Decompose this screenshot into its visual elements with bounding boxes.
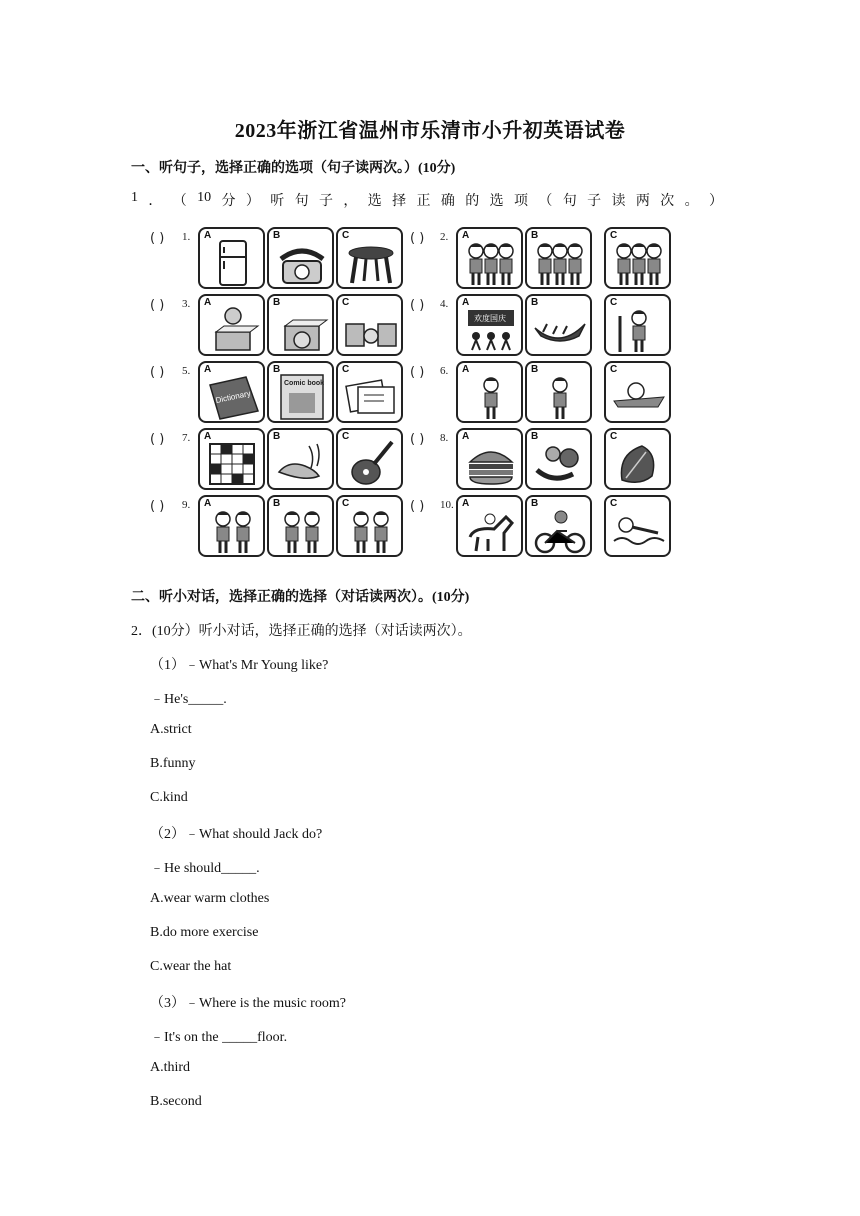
option-letter: C	[610, 431, 618, 442]
option-letter: B	[273, 297, 281, 308]
option-letter: A	[462, 431, 470, 442]
option-letter: C	[342, 431, 350, 442]
picture-option[interactable]	[525, 428, 592, 490]
picture-option[interactable]	[456, 495, 523, 557]
q2-line: （3）﹣Where is the music room?	[150, 996, 346, 1011]
question2-stem: 2．(10分）听小对话，选择正确的选择（对话读两次）。	[131, 624, 472, 639]
stem-char: 项	[514, 194, 528, 209]
svg-text:Comic book: Comic book	[284, 380, 325, 387]
picture-option[interactable]	[267, 294, 334, 356]
q2-option: B.funny	[150, 756, 196, 771]
section2-heading: 二、听小对话，选择正确的选择（对话读两次）。(10分)	[131, 590, 470, 605]
picture-option[interactable]	[604, 361, 671, 423]
stem-char: 正	[416, 194, 431, 209]
q2-option: A.third	[150, 1060, 191, 1075]
stem-char: （	[538, 194, 553, 209]
stem-char: 两	[635, 194, 650, 209]
stem-char: 择	[392, 194, 407, 209]
picture-option[interactable]	[456, 361, 523, 423]
option-letter: A	[204, 498, 212, 509]
q2-option: B.second	[150, 1094, 202, 1109]
answer-blank[interactable]: ( )	[150, 298, 165, 313]
picture-option[interactable]	[604, 227, 671, 289]
picture-grid	[150, 224, 675, 566]
stem-char: （	[172, 194, 187, 209]
answer-blank[interactable]: ( )	[410, 499, 425, 514]
picture-option[interactable]	[198, 428, 265, 490]
option-letter: A	[204, 297, 212, 308]
option-letter: B	[273, 498, 281, 509]
option-letter: A	[462, 297, 470, 308]
q2-option: C.kind	[150, 790, 188, 805]
stem-char: 句	[294, 194, 309, 209]
picture-option[interactable]	[525, 361, 592, 423]
stem-char: ）	[709, 194, 723, 209]
picture-option[interactable]	[336, 361, 403, 423]
stem-char: 。	[684, 194, 699, 209]
stem-char: 1	[131, 190, 138, 205]
option-letter: C	[342, 364, 350, 375]
svg-text:欢度国庆: 欢度国庆	[474, 314, 506, 323]
picture-option[interactable]	[267, 428, 334, 490]
picture-option[interactable]	[604, 294, 671, 356]
stem-char: 10	[197, 190, 212, 205]
picture-option[interactable]	[525, 294, 592, 356]
stem-char: 听	[270, 194, 285, 209]
picture-option[interactable]	[604, 428, 671, 490]
answer-blank[interactable]: ( )	[150, 231, 165, 246]
picture-option[interactable]	[336, 495, 403, 557]
stem-char: 读	[611, 194, 626, 209]
picture-option[interactable]	[604, 495, 671, 557]
option-letter: C	[342, 498, 350, 509]
option-letter: C	[610, 297, 618, 308]
picture-option[interactable]	[336, 227, 403, 289]
answer-blank[interactable]: ( )	[410, 231, 425, 246]
answer-blank[interactable]: ( )	[150, 499, 165, 514]
stem-char: 子	[319, 194, 333, 209]
page-title: 2023年浙江省温州市乐清市小升初英语试卷	[234, 120, 626, 142]
item-number: 1.	[182, 231, 191, 243]
option-letter: B	[531, 230, 539, 241]
answer-blank[interactable]: ( )	[410, 365, 425, 380]
svg-text:Dictionary: Dictionary	[214, 388, 252, 406]
section1-heading: 一、听句子，选择正确的选项（句子读两次。）(10分)	[131, 161, 456, 176]
item-number: 8.	[440, 432, 449, 444]
picture-option[interactable]	[336, 428, 403, 490]
stem-char: 次	[660, 194, 675, 209]
stem-char: ）	[245, 194, 260, 209]
picture-option[interactable]	[336, 294, 403, 356]
stem-char: ．	[148, 194, 163, 209]
picture-option[interactable]	[525, 495, 592, 557]
picture-option[interactable]	[456, 428, 523, 490]
option-letter: C	[610, 364, 618, 375]
option-letter: B	[531, 431, 539, 442]
q2-option: B.do more exercise	[150, 925, 259, 940]
option-letter: A	[462, 498, 470, 509]
option-letter: B	[273, 364, 281, 375]
item-number: 9.	[182, 499, 191, 511]
option-letter: A	[204, 364, 212, 375]
item-number: 10.	[440, 499, 454, 511]
q2-line: ﹣It's on the _____floor.	[150, 1030, 288, 1045]
q2-line: （2）﹣What should Jack do?	[150, 827, 323, 842]
stem-char: 句	[562, 194, 577, 209]
item-number: 6.	[440, 365, 449, 377]
stem-char: 子	[587, 194, 602, 209]
item-number: 3.	[182, 298, 191, 310]
option-letter: A	[204, 230, 212, 241]
option-letter: C	[342, 230, 350, 241]
option-letter: B	[273, 431, 281, 442]
answer-blank[interactable]: ( )	[150, 432, 165, 447]
option-letter: C	[610, 498, 618, 509]
item-number: 7.	[182, 432, 191, 444]
option-letter: A	[462, 230, 470, 241]
q2-line: ﹣He's_____.	[150, 692, 227, 707]
option-letter: A	[204, 431, 212, 442]
stem-char: 的	[465, 194, 480, 209]
stem-char: 选	[367, 194, 382, 209]
picture-option[interactable]	[198, 495, 265, 557]
q2-option: A.wear warm clothes	[150, 891, 270, 906]
option-letter: B	[273, 230, 281, 241]
picture-option[interactable]	[267, 227, 334, 289]
stem-char: 确	[440, 194, 455, 209]
question1-stem	[131, 190, 723, 210]
picture-option[interactable]	[198, 227, 265, 289]
picture-option[interactable]	[456, 227, 523, 289]
item-number: 4.	[440, 298, 449, 310]
q2-line: ﹣He should_____.	[150, 861, 260, 876]
option-letter: C	[610, 230, 618, 241]
option-letter: B	[531, 364, 539, 375]
answer-blank[interactable]: ( )	[410, 432, 425, 447]
q2-line: （1）﹣What's Mr Young like?	[150, 658, 329, 673]
stem-char: ，	[343, 194, 358, 209]
item-number: 5.	[182, 365, 191, 377]
picture-option[interactable]	[525, 227, 592, 289]
picture-option[interactable]	[456, 294, 523, 356]
stem-char: 分	[221, 194, 236, 209]
option-letter: B	[531, 297, 539, 308]
option-letter: A	[462, 364, 470, 375]
q2-option: A.strict	[150, 722, 192, 737]
picture-option[interactable]	[198, 361, 265, 423]
answer-blank[interactable]: ( )	[410, 298, 425, 313]
picture-option[interactable]	[267, 495, 334, 557]
picture-option[interactable]	[198, 294, 265, 356]
item-number: 2.	[440, 231, 449, 243]
answer-blank[interactable]: ( )	[150, 365, 165, 380]
q2-option: C.wear the hat	[150, 959, 232, 974]
picture-option[interactable]	[267, 361, 334, 423]
option-letter: C	[342, 297, 350, 308]
stem-char: 选	[489, 194, 504, 209]
option-letter: B	[531, 498, 539, 509]
